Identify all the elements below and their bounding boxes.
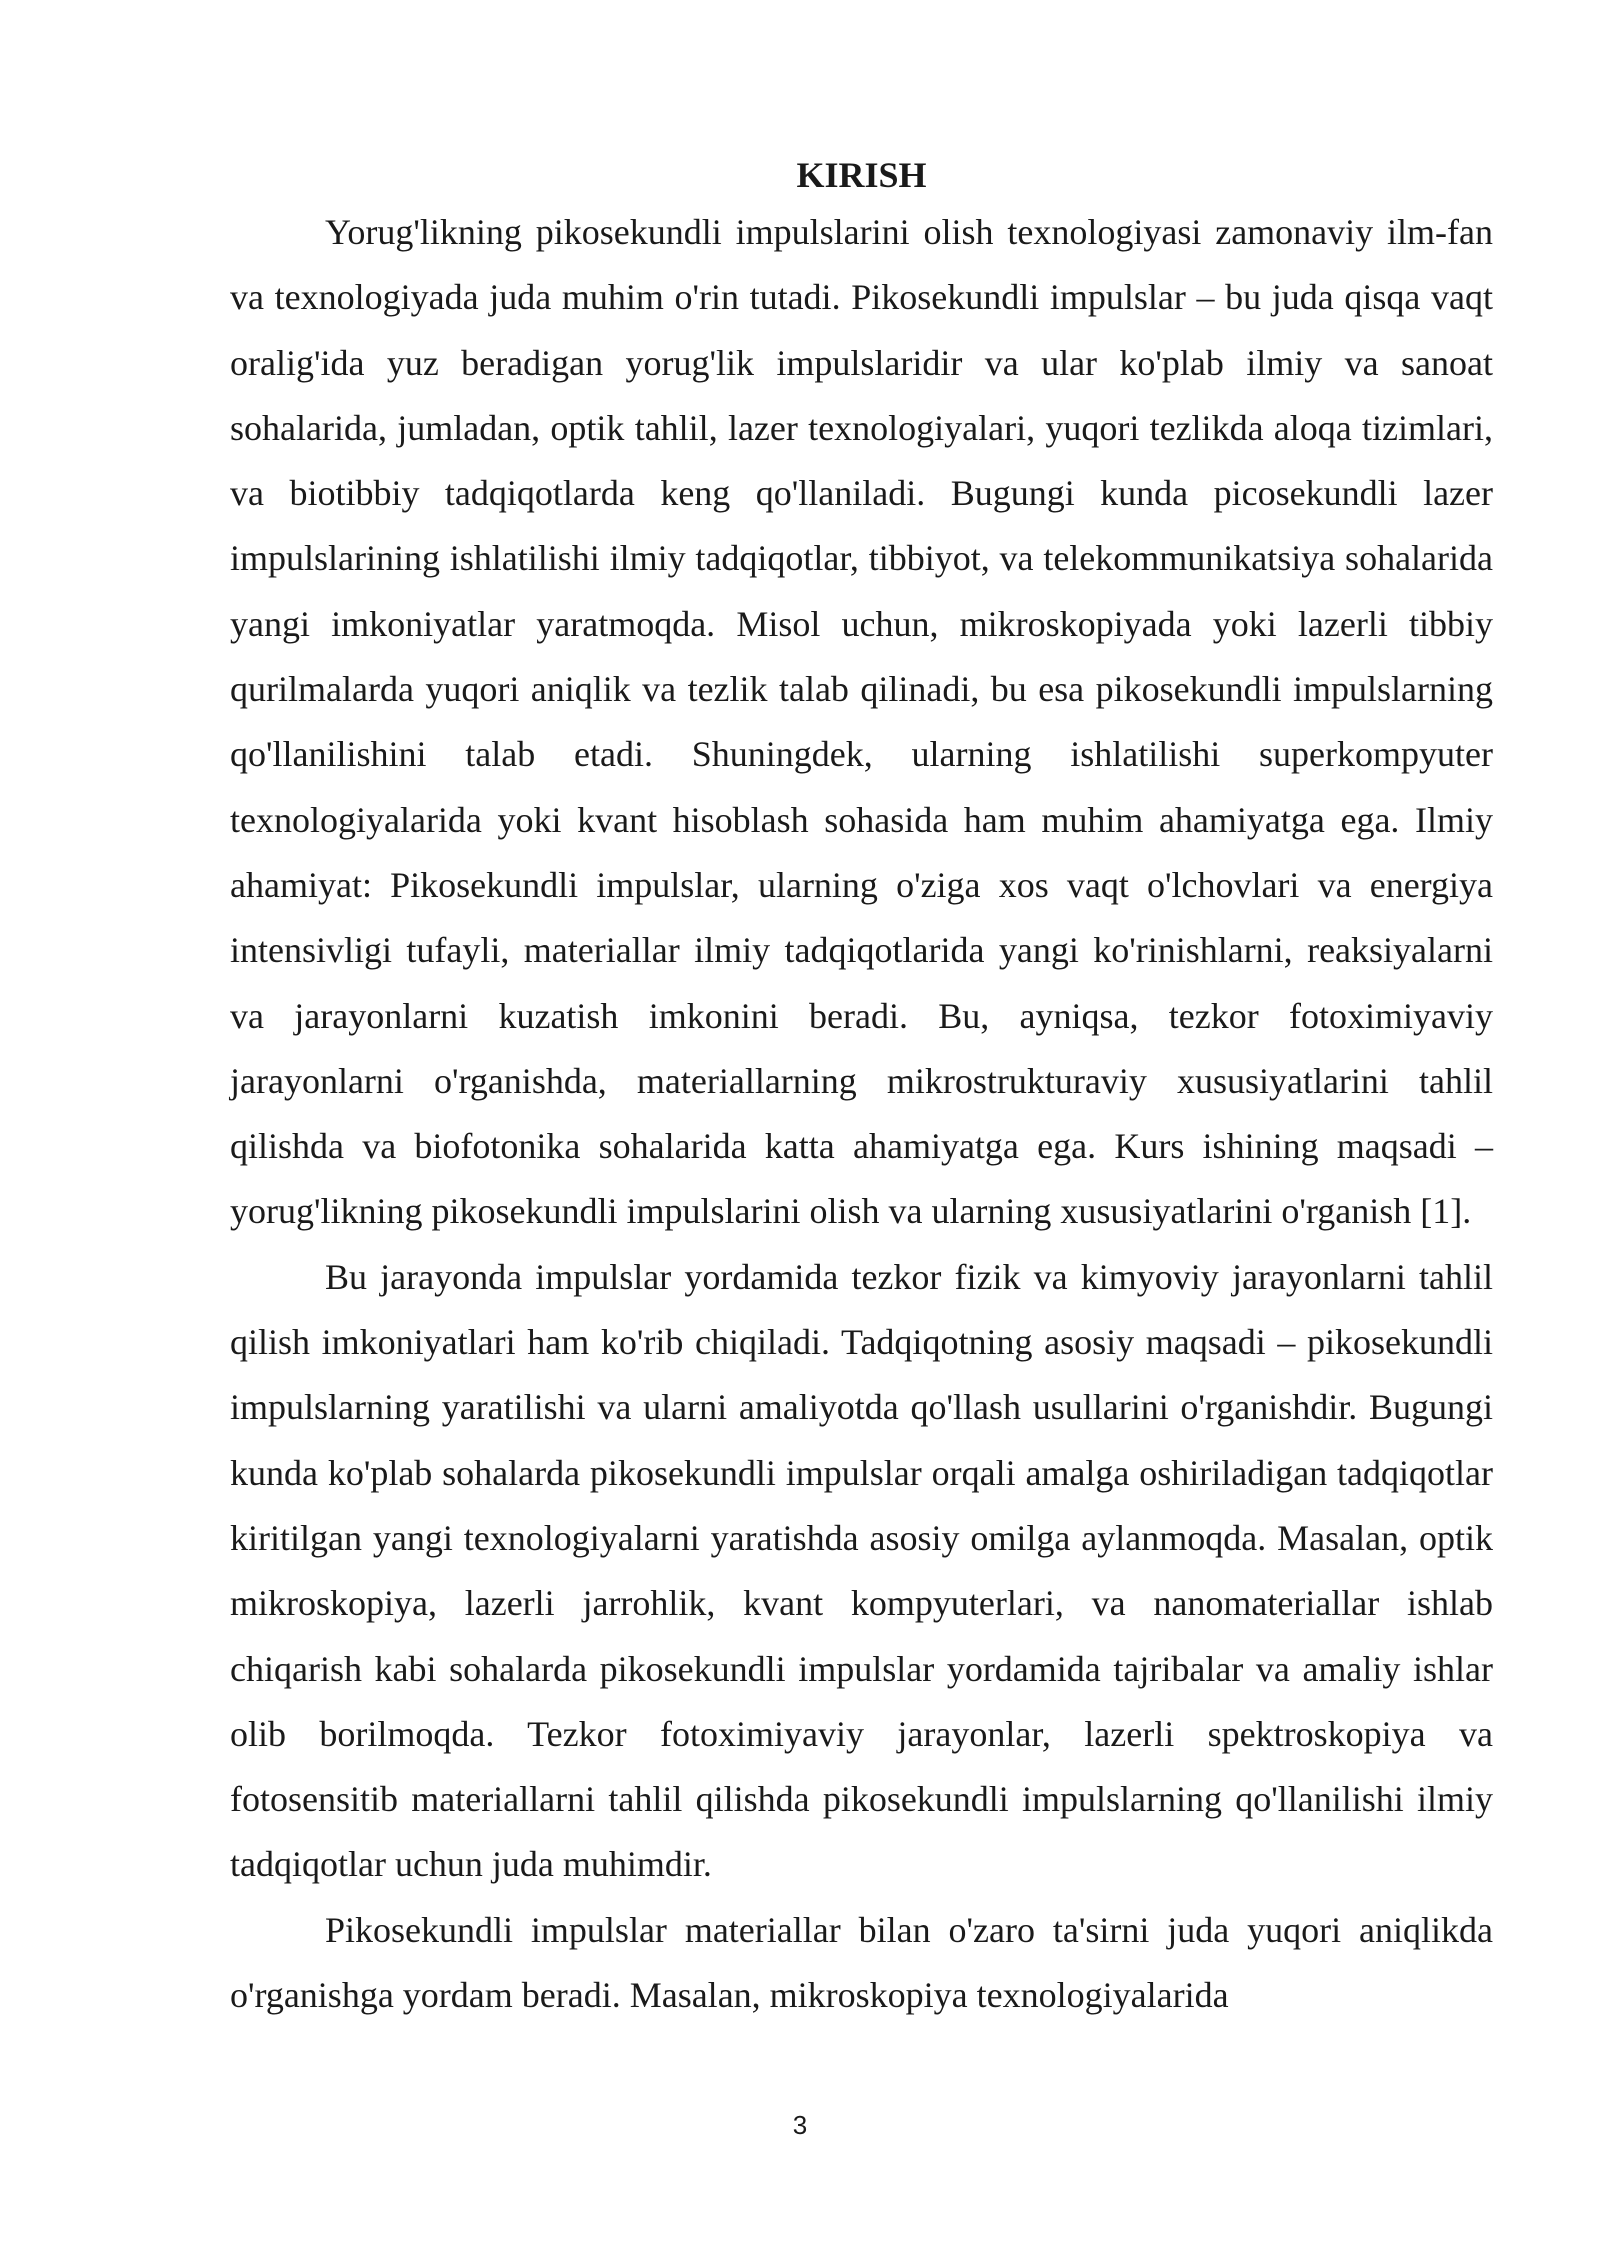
section-title: KIRISH — [796, 155, 927, 195]
paragraph-2: Bu jarayonda impulslar yordamida tezkor fizik va kimyoviy jarayonlarni tahlil qilish imkoniyatlari ham ko'rib chiqiladi. Tadqiqotning asosiy maqsadi – pikosekundli impulslarning yaratilishi va ularni amaliyotda qo'llash usullarini o'rganishdir. Bugungi kunda ko'plab sohalarda pikosekundli impulslar orqali amalga oshiriladigan tadqiqotlar kiritilgan yangi texnologiyalarni yaratishda asosiy omilga aylanmoqda. Masalan, optik mikroskopiya, lazerli jarrohlik, kvant kompyuterlari, va nanomateriallar ishlab chiqarish kabi sohalarda pikosekundli impulslar yordamida tajribalar va amaliy ishlar olib borilmoqda. Tezkor fotoximiyaviy jarayonlar, lazerli spektroskopiya va fotosensitib materiallarni tahlil qilishda pikosekundli impulslarning qo'llanilishi ilmiy tadqiqotlar uchun juda muhimdir. — [230, 1256, 1493, 1885]
document-body — [230, 150, 1493, 2028]
paragraph-3: Pikosekundli impulslar materiallar bilan o'zaro ta'sirni juda yuqori aniqlikda o'rganishga yordam beradi. Masalan, mikroskopiya texnologiyalarida — [230, 1909, 1493, 2016]
page-number: 3 — [792, 2110, 808, 2140]
paragraph-1: Yorug'likning pikosekundli impulslarini olish texnologiyasi zamonaviy ilm-fan va texnologiyada juda muhim o'rin tutadi. Pikosekundli impulslar – bu juda qisqa vaqt oralig'ida yuz beradigan yorug'lik impulslaridir va ular ko'plab ilmiy va sanoat sohalarida, jumladan, optik tahlil, lazer texnologiyalari, yuqori tezlikda aloqa tizimlari, va biotibbiy tadqiqotlarda keng qo'llaniladi. Bugungi kunda picosekundli lazer impulslarining ishlatilishi ilmiy tadqiqotlar, tibbiyot, va telekommunikatsiya sohalarida yangi imkoniyatlar yaratmoqda. Misol uchun, mikroskopiyada yoki lazerli tibbiy qurilmalarda yuqori aniqlik va tezlik talab qilinadi, bu esa pikosekundli impulslarning qo'llanilishini talab etadi. Shuningdek, ularning ishlatilishi superkompyuter texnologiyalarida yoki kvant hisoblash sohasida ham muhim ahamiyatga ega. Ilmiy ahamiyat: Pikosekundli impulslar, ularning o'ziga xos vaqt o'lchovlari va energiya intensivligi tufayli, materiallar ilmiy tadqiqotlarida yangi ko'rinishlarni, reaksiyalarni va jarayonlarni kuzatish imkonini beradi. Bu, ayniqsa, tezkor fotoximiyaviy jarayonlarni o'rganishda, materiallarning mikrostrukturaviy xususiyatlarini tahlil qilishda va biofotonika sohalarida katta ahamiyatga ega. Kurs ishining maqsadi – yorug'likning pikosekundli impulslarini olish va ularning xususiyatlarini o'rganish [1]. — [230, 212, 1493, 1232]
